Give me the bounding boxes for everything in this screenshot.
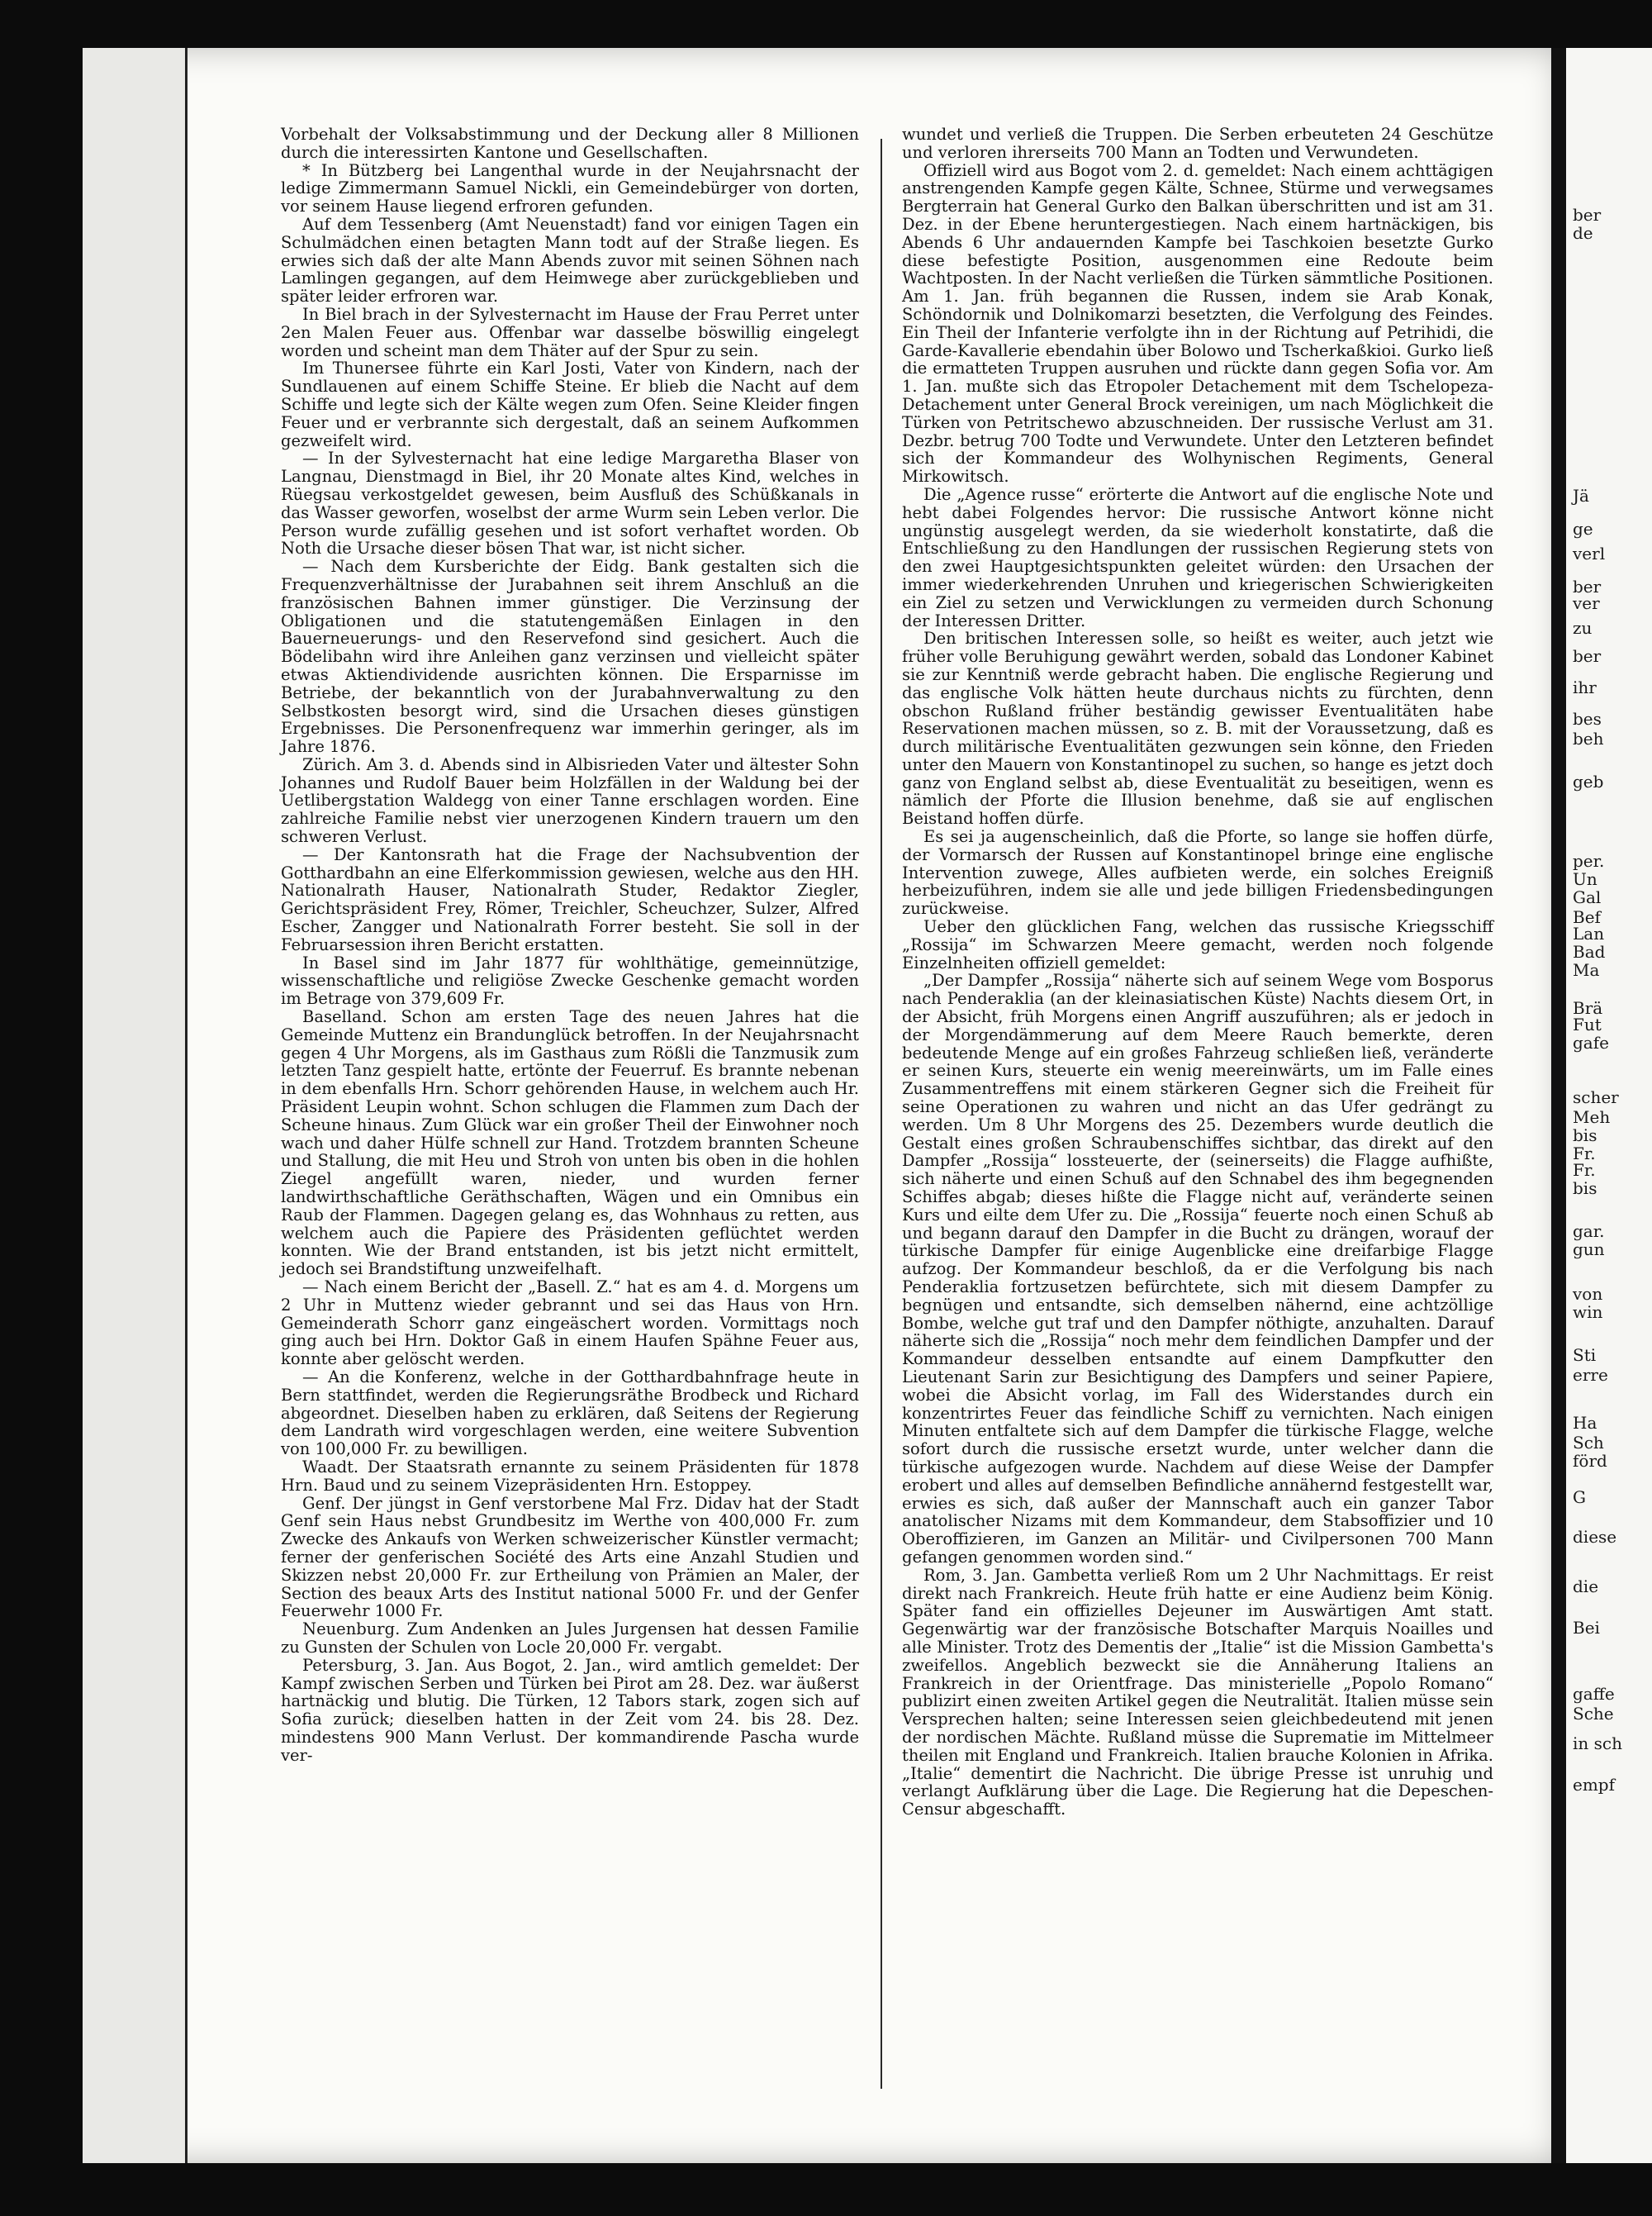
adjacent-page-fragment: förd bbox=[1573, 1451, 1607, 1471]
adjacent-page-fragment: ver bbox=[1573, 593, 1600, 613]
article-paragraph: — Nach einem Bericht der „Basell. Z.“ hat es am 4. d. Morgens um 2 Uhr in Muttenz wieder gebrannt und sei das Haus von Hrn. Gemeinderath Schorr ganz eingeäschert worden. Vormittags noch ging auch bei Hrn. Doktor Gaß in einem Haufen Spähne Feuer aus, konnte aber gelöscht werden. bbox=[281, 1277, 859, 1369]
article-paragraph: * In Bützberg bei Langenthal wurde in der Neujahrsnacht der ledige Zimmermann Samuel Nickli, ein Gemeindebürger von dorten, vor seinem Hause liegend erfroren gefunden. bbox=[281, 160, 859, 216]
article-paragraph: Es sei ja augenscheinlich, daß die Pforte, so lange sie hoffen dürfe, der Vormarsch der Russen auf Konstantinopel bringe eine englische Intervention zuwege, Alles aufbieten werde, ein solches Ereigniß herbeizuführen, indem sie alle und jede billigen Friedensbedingungen zurückweise. bbox=[902, 827, 1493, 919]
article-paragraph: — Nach dem Kursberichte der Eidg. Bank gestalten sich die Frequenzverhältnisse der Jurabahnen seit ihrem Anschluß an die französischen Bahnen immer günstiger. Die Verzinsung der Obligationen und die statutengemäßen Einlagen in den Bauerneuerungs- und den Reservefond sind gesichert. Auch die Bödelibahn wird ihre Anleihen ganz verzinsen und vielleicht später etwas Aktiendividende ausrichten können. Die Ersparnisse im Betriebe, der bekanntlich von der Jurabahnverwaltung zu den Selbstkosten besorgt wird, sind die Ursachen dieses günstigen Ergebnisses. Die Personenfrequenz war immerhin geringer, als im Jahre 1876. bbox=[281, 557, 859, 757]
article-paragraph: — Der Kantonsrath hat die Frage der Nachsubvention der Gotthardbahn an eine Elferkommission gewiesen, welche aus den HH. Nationalrath Hauser, Nationalrath Studer, Redaktor Ziegler, Gerichtspräsident Frey, Römer, Treichler, Scheuchzer, Sulzer, Alfred Escher, Zangger und Nationalrath Forrer besteht. Sie soll in der Februarsession ihren Bericht erstatten. bbox=[281, 844, 859, 954]
adjacent-page-fragment: Meh bbox=[1573, 1107, 1611, 1127]
adjacent-page-fragment: Sch bbox=[1573, 1433, 1604, 1453]
article-paragraph: Zürich. Am 3. d. Abends sind in Albisrieden Vater und ältester Sohn Johannes und Rudolf Bauer beim Holzfällen in der Waldung bei der Uetlibergstation Waldegg von einer Tanne erschlagen worden. Eine zahlreiche Familie nebst vier unerzogenen Kindern trauern um den schweren Verlust. bbox=[281, 754, 859, 847]
adjacent-page-fragment: bes bbox=[1573, 709, 1602, 729]
adjacent-page-fragment: diese bbox=[1573, 1527, 1617, 1547]
article-paragraph: Ueber den glücklichen Fang, welchen das russische Kriegsschiff „Rossija“ im Schwarzen Meere gemacht, werden noch folgende Einzelnheiten offiziell gemeldet: bbox=[902, 917, 1493, 972]
article-paragraph: Baselland. Schon am ersten Tage des neuen Jahres hat die Gemeinde Muttenz ein Brandunglück betroffen. In der Neujahrsnacht gegen 4 Uhr Morgens, als im Gasthaus zum Rößli die Tanzmusik zum letzten Tanz gespielt hatte, ertönte der Feuerruf. Es brannte nebenan in dem ebenfalls Hrn. Schorr gehörenden Hause, in welchem auch Hr. Präsident Leupin wohnt. Schon schlugen die Flammen zum Dach der Scheune hinaus. Zum Glück war ein großer Theil der Einwohner noch wach und daher Hülfe schnell zur Hand. Trotzdem brannten Scheune und Stallung, die mit Heu und Stroh von unten bis oben in die hohlen Ziegel angefüllt waren, nieder, und wurden ferner landwirthschaftliche Geräthschaften, Wägen und ein Omnibus ein Raub der Flammen. Dagegen gelang es, das Wohnhaus zu retten, aus welchem auch die Papiere des Präsidenten geflüchtet werden konnten. Wie der Brand entstanden, ist bis jetzt nicht ermittelt, jedoch sei Brandstiftung unzweifelhaft. bbox=[281, 1007, 859, 1279]
adjacent-page-fragment: Bef bbox=[1573, 907, 1601, 927]
article-paragraph: Die „Agence russe“ erörterte die Antwort auf die englische Note und hebt dabei Folgendes hervor: Die russische Antwort könne nicht ungünstig ausgelegt werden, da sie wiederholt konstatirte, daß die Entschließung zu den Handlungen der russischen Regierung stets von den zwei Hauptgesichtspunkten geleitet würden: den Ursachen der immer wiederkehrenden Unruhen und kriegerischen Schwierigkeiten ein Ziel zu setzen und Verwicklungen zu vermeiden durch Schonung der Interessen Dritter. bbox=[902, 484, 1493, 630]
adjacent-page-fragment: Ma bbox=[1573, 960, 1600, 980]
adjacent-page-fragment: win bbox=[1573, 1302, 1603, 1322]
column-rule bbox=[881, 139, 882, 2089]
adjacent-page-fragment: Brä bbox=[1573, 998, 1603, 1018]
adjacent-page-fragment: Sti bbox=[1573, 1345, 1597, 1365]
article-paragraph: Neuenburg. Zum Andenken an Jules Jurgensen hat dessen Familie zu Gunsten der Schulen von Locle 20,000 Fr. vergabt. bbox=[281, 1619, 859, 1657]
article-paragraph: In Basel sind im Jahr 1877 für wohlthätige, gemeinnützige, wissenschaftliche und religiöse Zwecke Geschenke gemacht worden im Betrage von 379,609 Fr. bbox=[281, 953, 859, 1009]
article-paragraph: „Der Dampfer „Rossija“ näherte sich auf seinem Wege vom Bosporus nach Penderaklia (an der kleinasiatischen Küste) Nachts diesem Ort, in der Absicht, früh Morgens einen Angriff auszuführen; als er jedoch in der Morgendämmerung auf dem Meere Rauch bemerkte, deren bedeutende Menge auf ein großes Fahrzeug schließen ließ, veränderte er seinen Kurs, steuerte ein wenig meereinwärts, um im Falle eines Zusammentreffens mit einem stärkeren Gegner sich die Freiheit für seine Operationen zu wahren und nicht an das Ufer gedrängt zu werden. Um 8 Uhr Morgens des 25. Dezembers wurde deutlich die Gestalt eines großen Schraubenschiffes sichtbar, das direkt auf den Dampfer „Rossija“ lossteuerte, der (seinerseits) die Flagge aufhißte, sich näherte und einen Schuß auf den Schnabel des ihm begegnenden Schiffes abgab; dieses hißte die Flagge nicht auf, veränderte seinen Kurs und eilte dem Ufer zu. Die „Rossija“ feuerte noch einen Schuß ab und begann darauf den Dampfer in die Bucht zu drängen, worauf der türkische Dampfer für einige Augenblicke eine dreifarbige Flagge aufzog. Der Kommandeur beschloß, da er die Verfolgung bis nach Penderaklia fortzusetzen befürchtete, sich mit diesem Dampfer zu begnügen und entsandte, sich demselben nähernd, eine achtzöllige Bombe, welche gut traf und den Dampfer nöthigte, anzuhalten. Darauf näherte sich die „Rossija“ noch mehr dem feindlichen Dampfer und der Kommandeur desselben entsandte auf einem Dampfkutter den Lieutenant Sarin zur Besichtigung des Dampfers und seiner Papiere, wobei die Absicht vorlag, im Fall des Widerstandes durch ein konzentrirtes Feuer das feindliche Schiff zu vernichten. Nach einigen Minuten entfaltete sich auf dem Dampfer die türkische Flagge, welche sofort durch die russische ersetzt wurde, unter welcher dann die türkische aufgezogen wurde. Nachdem auf diese Weise der Dampfer erobert und alles auf demselben Befindliche annähernd festgestellt war, erwies es sich, daß außer der Mannschaft auch ein ganzer Tabor anatolischer Nizams mit dem Kommandeur, dem Stabsoffizier und 10 Oberoffizieren, im Ganzen an Militär- und Civilpersonen 700 Mann gefangen genommen worden sind.“ bbox=[902, 971, 1493, 1567]
adjacent-page-fragment: in sch bbox=[1573, 1733, 1622, 1753]
article-paragraph: — In der Sylvesternacht hat eine ledige Margaretha Blaser von Langnau, Dienstmagd in Biel, ihr 20 Monate altes Kind, welches in Rüegsau verkostgeldet gewesen, beim Ausfluß des Schüßkanals in das Wasser geworfen, woselbst der arme Wurm sein Leben verlor. Die Person wurde zufällig gesehen und ist sofort verhaftet worden. Ob Noth die Ursache dieser bösen That war, ist nicht sicher. bbox=[281, 449, 859, 559]
adjacent-page-fragment: scher bbox=[1573, 1087, 1619, 1107]
adjacent-page-fragment: ber bbox=[1573, 577, 1602, 597]
adjacent-page-fragment: de bbox=[1573, 223, 1593, 243]
article-paragraph: In Biel brach in der Sylvesternacht im Hause der Frau Perret unter 2en Malen Feuer aus. Offenbar war dasselbe böswillig eingelegt worden und scheint man dem Thäter auf der Spur zu sein. bbox=[281, 304, 859, 360]
left-column bbox=[281, 126, 859, 1765]
adjacent-page-fragment: verl bbox=[1573, 544, 1606, 564]
adjacent-page-fragment: Bei bbox=[1573, 1618, 1600, 1638]
adjacent-page-fragment: Fut bbox=[1573, 1015, 1602, 1034]
adjacent-page-fragment: gun bbox=[1573, 1239, 1605, 1259]
page-gutter bbox=[1551, 48, 1566, 2163]
right-column bbox=[902, 126, 1493, 1819]
adjacent-page-fragment: von bbox=[1573, 1284, 1603, 1304]
article-paragraph: Petersburg, 3. Jan. Aus Bogot, 2. Jan., wird amtlich gemeldet: Der Kampf zwischen Serben und Türken bei Pirot am 28. Dez. war äußerst hartnäckig und blutig. Die Türken, 12 Tabors stark, zogen sich auf Sofia zurück; dieselben hatten in der Zeit vom 24. bis 28. Dez. mindestens 900 Mann Verlust. Der kommandirende Pascha wurde ver- bbox=[281, 1655, 859, 1765]
article-paragraph: Genf. Der jüngst in Genf verstorbene Mal Frz. Didav hat der Stadt Genf sein Haus nebst Grundbesitz im Werthe von 400,000 Fr. zum Zwecke des Ankaufs von Werken schweizerischer Künstler vermacht; ferner der genferischen Société des Arts eine Anzahl Studien und Skizzen nebst 20,000 Fr. zur Ertheilung von Prämien an Maler, der Section des beaux Arts des Institut national 5000 Fr. und der Genfer Feuerwehr 1000 Fr. bbox=[281, 1493, 859, 1621]
adjacent-page-fragment: ber bbox=[1573, 205, 1602, 225]
adjacent-page-fragment: gafe bbox=[1573, 1033, 1609, 1053]
adjacent-page-fragment: zu bbox=[1573, 618, 1593, 638]
adjacent-page-fragment: per. bbox=[1573, 851, 1605, 871]
adjacent-page-fragment: Gal bbox=[1573, 887, 1602, 907]
adjacent-page-fragment: Sche bbox=[1573, 1704, 1614, 1724]
adjacent-page-fragment: Bad bbox=[1573, 942, 1606, 962]
article-paragraph: Im Thunersee führte ein Karl Josti, Vater von Kindern, nach der Sundlauenen auf einem Schiffe Steine. Er blieb die Nacht auf dem Schiffe und legte sich der Kälte wegen zum Ofen. Seine Kleider fingen Feuer und er verbrannte sich dergestalt, daß an seinem Aufkommen gezweifelt wird. bbox=[281, 359, 859, 450]
adjacent-page-fragment: ber bbox=[1573, 646, 1602, 666]
adjacent-page-fragment: Lan bbox=[1573, 924, 1605, 944]
adjacent-page-fragment: bis bbox=[1573, 1125, 1597, 1145]
article-paragraph: Auf dem Tessenberg (Amt Neuenstadt) fand vor einigen Tagen ein Schulmädchen einen betagten Mann todt auf der Straße liegen. Es erwies sich daß der alte Mann Abends zuvor mit seinen Söhnen nach Lamlingen gegangen, auf dem Heimwege aber zurückgeblieben und später leider erfroren war. bbox=[281, 214, 859, 307]
adjacent-page-fragment: bis bbox=[1573, 1178, 1597, 1198]
adjacent-page-fragment: Un bbox=[1573, 869, 1597, 889]
adjacent-page-fragment: gaffe bbox=[1573, 1684, 1615, 1704]
adjacent-page-fragment: erre bbox=[1573, 1365, 1608, 1385]
article-paragraph: Rom, 3. Jan. Gambetta verließ Rom um 2 Uhr Nachmittags. Er reist direkt nach Frankreich. Heute früh hatte er eine Audienz beim König. Später fand ein offizielles Dejeuner im Auswärtigen Amt statt. Gegenwärtig war der französische Botschafter Marquis Noailles und alle Minister. Trotz des Dementis der „Italie“ ist die Mission Gambetta's zweifellos. Angeblich bezweckt sie die Annäherung Italiens an Frankreich in der Orientfrage. Das ministerielle „Popolo Romano“ publizirt einen zweiten Artikel gegen die Neutralität. Italien müsse sein Versprechen halten; seine Interessen seien gleichbedeutend mit jenen der nordischen Mächte. Rußland müsse die Suprematie im Mittelmeer theilen mit England und Frankreich. Italien brauche Kolonien in Afrika. „Italie“ dementirt die Nachricht. Die übrige Presse ist unruhig und verlangt Aufklärung über die Lage. Die Regierung hat die Depeschen-Censur abgeschafft. bbox=[902, 1565, 1493, 1819]
article-paragraph: Waadt. Der Staatsrath ernannte zu seinem Präsidenten für 1878 Hrn. Baud und zu seinem Vizepräsidenten Hrn. Estoppey. bbox=[281, 1457, 859, 1495]
adjacent-page-fragment: die bbox=[1573, 1576, 1599, 1596]
article-paragraph: Offiziell wird aus Bogot vom 2. d. gemeldet: Nach einem achttägigen anstrengenden Kampfe gegen Kälte, Schnee, Stürme und verwegsames Bergterrain hat General Gurko den Balkan überschritten und ist am 31. Dez. in der Ebene heruntergestiegen. Nach einem hartnäckigen, bis Abends 6 Uhr andauernden Kampfe bei Taschkoien besetzte Gurko diese befestigte Position, ausgenommen eine Redoute beim Wachtposten. In der Nacht verließen die Türken sämmtliche Positionen. Am 1. Jan. früh begannen die Russen, indem sie Arab Konak, Schöndornik und Dolnikomarzi besetzten, die Verfolgung des Feindes. Ein Theil der Infanterie verfolgte ihn in der Richtung auf Petrihidi, die Garde-Kavallerie ebendahin über Bolowo und Tscherkaßkioi. Gurko ließ die ermatteten Truppen ausruhen und rückte dann gegen Sofia vor. Am 1. Jan. mußte sich das Etropoler Detachement mit dem Tschelopeza-Detachement unter General Brock vereinigen, um nach Möglichkeit die Türken von Petritschewo abzuschneiden. Der russische Verlust am 31. Dezbr. betrug 700 Todte und Verwundete. Unter den Letzteren befindet sich der Kommandeur des Wolhynischen Regiments, General Mirkowitsch. bbox=[902, 160, 1493, 487]
adjacent-page-fragment: geb bbox=[1573, 772, 1604, 792]
adjacent-page-fragment: Jä bbox=[1573, 486, 1589, 506]
article-paragraph: Vorbehalt der Volksabstimmung und der Deckung aller 8 Millionen durch die interessirten Kantone und Gesellschaften. bbox=[281, 125, 859, 162]
adjacent-page-fragment: gar. bbox=[1573, 1221, 1605, 1241]
adjacent-page-fragment: beh bbox=[1573, 729, 1604, 749]
adjacent-page-fragment: Fr. bbox=[1573, 1144, 1596, 1163]
article-paragraph: — An die Konferenz, welche in der Gotthardbahnfrage heute in Bern stattfindet, werden die Regierungsräthe Brodbeck und Richard abgeordnet. Dieselben haben zu erklären, daß Seitens der Regierung dem Landrath wird vorgeschlagen werden, eine weitere Subvention von 100,000 Fr. zu bewilligen. bbox=[281, 1367, 859, 1459]
adjacent-page-fragment: empf bbox=[1573, 1775, 1616, 1795]
adjacent-page-fragment: ge bbox=[1573, 519, 1593, 539]
adjacent-page-edge bbox=[1566, 48, 1652, 2163]
page-binding-edge bbox=[83, 48, 188, 2163]
article-paragraph: Den britischen Interessen solle, so heißt es weiter, auch jetzt wie früher volle Beruhigung gewährt werden, sobald das Londoner Kabinet sie zur Kenntniß werde gebracht haben. Die englische Regierung und das englische Volk hätten heute durchaus nichts zu fürchten, denn obschon Rußland früher beständig gewisser Eventualitäten habe Reservationen machen müssen, so z. B. mit der Voraussetzung, daß es durch militärische Eventualitäten gezwungen sein könne, den Frieden unter den Mauern von Konstantinopel zu suchen, so hange es jetzt doch ganz von England selbst ab, diese Eventualität zu beseitigen, wenn es nämlich der Pforte die Illusion benehme, daß sie auf englischen Beistand hoffen dürfe. bbox=[902, 629, 1493, 829]
adjacent-page-fragment: Ha bbox=[1573, 1413, 1597, 1433]
adjacent-page-fragment: G bbox=[1573, 1487, 1586, 1507]
adjacent-page-fragment: ihr bbox=[1573, 678, 1597, 697]
adjacent-page-fragment: Fr. bbox=[1573, 1160, 1596, 1180]
article-paragraph: wundet und verließ die Truppen. Die Serben erbeuteten 24 Geschütze und verloren ihrerseits 700 Mann an Todten und Verwundeten. bbox=[902, 125, 1493, 162]
